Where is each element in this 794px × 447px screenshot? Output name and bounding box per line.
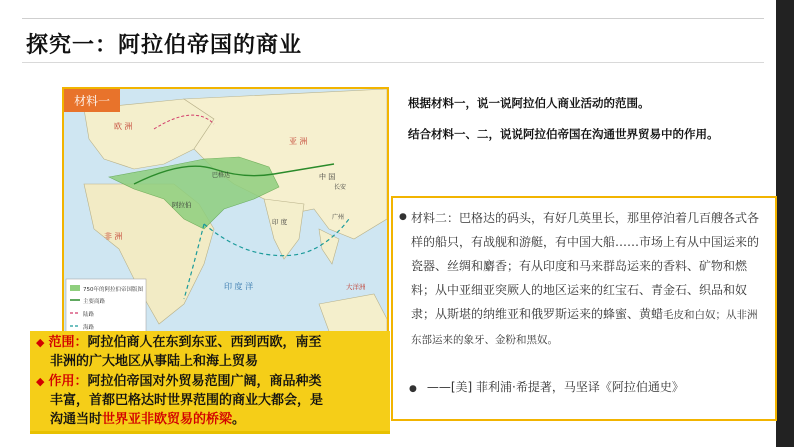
role-text-1: 阿拉伯帝国对外贸易范围广阔，商品种类	[87, 374, 322, 389]
trade-route-map	[62, 87, 389, 347]
label-changan: 长安	[334, 184, 347, 191]
right-edge-bar	[776, 0, 794, 447]
role-label: 作用：	[48, 374, 88, 389]
scope-line-2: 非洲的广大地区从事陆上和海上贸易	[50, 354, 259, 369]
role-line-1	[36, 372, 322, 392]
role-text-3-prefix: 沟通当时	[50, 412, 103, 427]
role-highlight: 世界亚非欧贸易的桥梁	[102, 412, 233, 427]
material2-text	[411, 206, 767, 352]
label-africa: 非 洲	[104, 232, 123, 241]
material1-badge: 材料一	[64, 89, 120, 112]
legend-empire: 750年的阿拉伯帝国版图	[83, 287, 143, 293]
material2-main: 材料二：巴格达的码头，有好几英里长，那里停泊着几百艘各式各样的船只，有战舰和游艇，有中国大船……市场上有从中国运来的瓷器、丝绸和麝香；有从印度和马来群岛运来的香料、矿物和燃料；从中亚细亚突厥人的地区运来的红宝石、青金石、织品和奴隶；从斯堪的纳维亚和俄罗斯运来的蜂蜜、黄蜡	[411, 211, 760, 321]
label-arabia: 阿拉伯	[172, 201, 192, 209]
scope-text-1: 阿拉伯商人在东到东亚、西到西欧，南至	[87, 335, 322, 350]
diamond-icon: ◆	[36, 336, 45, 349]
material2-box	[391, 196, 777, 421]
legend-sea-route: 海路	[83, 325, 95, 331]
legend-land-route: 陆路	[83, 312, 95, 318]
label-europe: 欧 洲	[114, 122, 133, 131]
bullet-icon: ●	[399, 212, 407, 222]
label-guangzhou: 广州	[332, 214, 345, 221]
title-divider	[22, 62, 764, 63]
label-india: 印 度	[272, 218, 288, 226]
legend-main-route: 主要商路	[83, 299, 106, 305]
answer-box	[30, 331, 390, 432]
label-indian-ocean: 印 度 洋	[224, 282, 254, 291]
role-text-3-suffix: 。	[232, 412, 246, 427]
material2-citation: ——[美] 菲利浦·希提著，马坚译《阿拉伯通史》	[426, 380, 684, 394]
top-divider	[22, 18, 764, 19]
map-graphic	[64, 89, 387, 345]
page-title: 探究一：阿拉伯帝国的商业	[26, 33, 303, 58]
label-oceania: 大洋洲	[346, 283, 366, 291]
question-1: 根据材料一，说一说阿拉伯人商业活动的范围。	[408, 96, 650, 110]
role-line-3	[50, 410, 245, 430]
answer-bottom-bar	[30, 431, 390, 434]
scope-line-1	[36, 333, 322, 353]
role-line-2: 丰富，首都巴格达时世界范围的商业大都会，是	[50, 393, 324, 408]
bullet-icon: ●	[409, 384, 417, 394]
diamond-icon: ◆	[36, 375, 45, 388]
question-2: 结合材料一、二，说说阿拉伯帝国在沟通世界贸易中的作用。	[408, 127, 719, 141]
material2-source	[409, 376, 684, 400]
label-china: 中 国	[319, 173, 336, 181]
material2-small: 毛皮和白奴；从非洲东部运来的象牙、金粉和黑奴。	[411, 309, 758, 346]
label-asia: 亚 洲	[289, 137, 308, 146]
scope-label: 范围：	[48, 335, 88, 350]
label-baghdad: 巴格达	[212, 172, 231, 179]
